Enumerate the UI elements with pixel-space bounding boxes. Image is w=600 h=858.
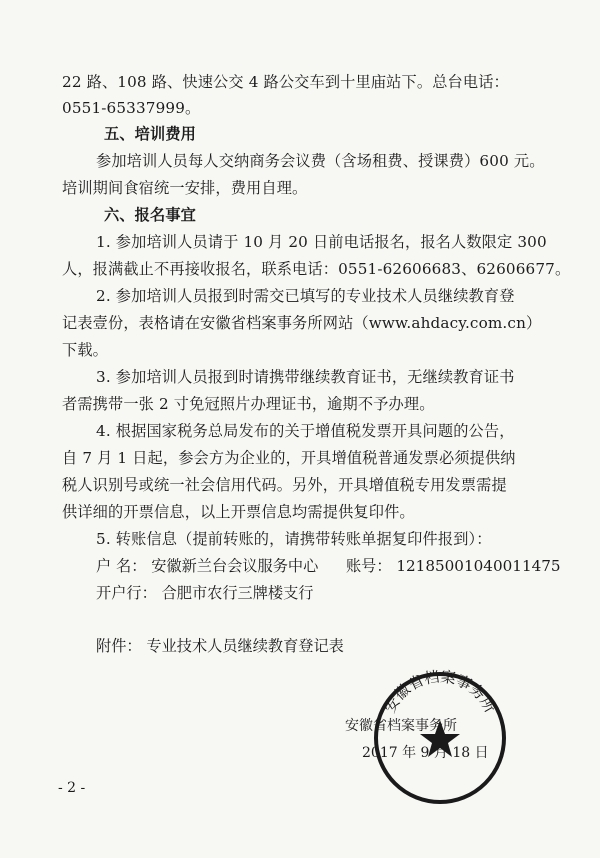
seal-text-path: 安徽省档案事务所 [380,668,500,716]
text-line: 税人识别号或统一社会信用代码。另外，开具增值税专用发票需提 [62,476,507,494]
account-name-row [96,556,561,576]
text-line: 参加培训人员每人交纳商务会议费（含场租费、授课费）600 元。 [96,152,545,170]
text-line: 供详细的开票信息，以上开票信息均需提供复印件。 [62,503,415,521]
text-line: 人，报满截止不再接收报名，联系电话：0551-62606683、62606677。 [62,260,571,278]
text-line: 1. 参加培训人员请于 10 月 20 日前电话报名，报名人数限定 300 [96,233,547,251]
section-heading-registration: 六、报名事宜 [104,206,197,224]
attachment-label: 附件： [96,637,142,655]
text-line: 记表壹份，表格请在安徽省档案事务所网站（www.ahdacy.com.cn） [62,314,542,332]
text-line: 下载。 [62,341,109,359]
text-line: 3. 参加培训人员报到时请携带继续教育证书，无继续教育证书 [96,368,515,386]
bank-label: 开户行： [96,584,157,602]
account-number-label: 账号： [345,557,392,575]
bank-row [96,583,313,603]
account-name: 安徽新兰台会议服务中心 [151,557,319,575]
official-seal [370,668,510,808]
section-heading-fee: 五、培训费用 [104,125,197,143]
attachment-title: 专业技术人员继续教育登记表 [146,637,344,655]
page-number: - 2 - [58,780,86,796]
text-line: 2. 参加培训人员报到时需交已填写的专业技术人员继续教育登 [96,287,515,305]
text-line: 培训期间食宿统一安排，费用自理。 [62,179,308,197]
text-line: 自 7 月 1 日起，参会方为企业的，开具增值税普通发票必须提供纳 [62,449,516,467]
bank-name: 合肥市农行三牌楼支行 [161,584,314,602]
text-line: 4. 根据国家税务总局发布的关于增值税发票开具问题的公告， [96,422,515,440]
attachment-row [96,636,344,656]
issuer: 安徽省档案事务所 [345,718,457,734]
text-line: 者需携带一张 2 寸免冠照片办理证书，逾期不予办理。 [62,395,435,413]
account-number: 12185001040011475 [396,557,561,575]
account-name-label: 户 名： [96,557,147,575]
text-line: 5. 转账信息（提前转账的，请携带转账单据复印件报到）： [96,530,492,548]
text-line: 0551-65337999。 [62,99,201,117]
issue-date: 2017 年 9 月 18 日 [362,745,489,761]
text-line: 22 路、108 路、快速公交 4 路公交车到十里庙站下。总台电话： [62,73,509,91]
